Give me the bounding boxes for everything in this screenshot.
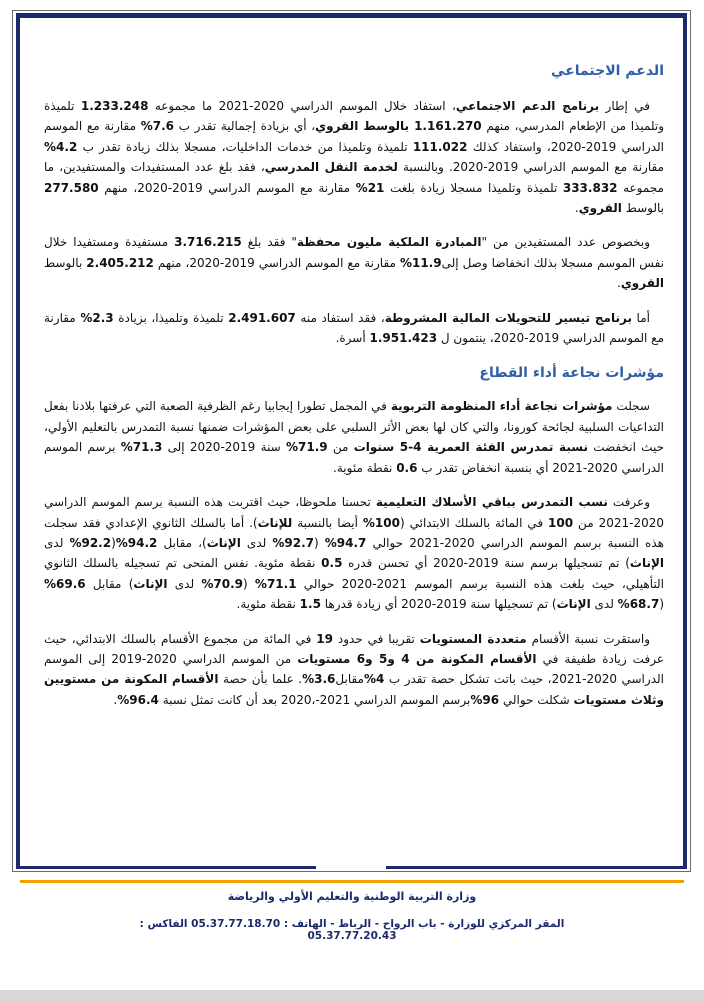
bold-text-run: 71.9% — [285, 440, 328, 455]
bold-text-run: 1.233.248 — [80, 99, 149, 113]
text-run: لدى — [590, 597, 618, 612]
text-run: ) مقابل — [85, 576, 134, 591]
bold-text-run: لخدمة النقل المدرسي — [264, 160, 398, 175]
bold-text-run: نسب التمدرس بباقي الأسلاك التعليمية — [375, 495, 608, 510]
bold-text-run: 19 — [316, 631, 333, 646]
text-run: مقارنة مع الموسم الدراسي 2019-2020، منهم — [98, 180, 356, 195]
bold-text-run: 0.5 — [321, 556, 343, 571]
text-run: ) تم تسجيلها برسم سنة 2019-2020 أي تحسن قدره — [342, 556, 630, 571]
bold-text-run: 96% — [470, 692, 500, 707]
bold-text-run: 68.7% — [617, 597, 660, 612]
text-run: ، استفاد خلال الموسم الدراسي 2020-2021 ما مجموعه — [148, 99, 456, 113]
text-run: " فقد بلغ — [241, 235, 297, 250]
text-run: تلميذة وتلميذا، بزيادة — [113, 310, 229, 325]
text-run: من — [327, 440, 354, 455]
footer-divider — [20, 880, 684, 883]
text-run: ) تم تسجيلها سنة 2019-2020 أي زيادة قدرها — [320, 597, 557, 612]
text-run: تحسنا ملحوظا، حيث اقتربت هذه النسبة برسم الموسم الدراسي 2020-2021 من — [44, 495, 664, 530]
bold-text-run: الإناث — [556, 597, 591, 612]
text-run: )، مقابل — [157, 535, 207, 550]
text-run: سجلت — [612, 399, 650, 414]
bold-text-run: المبادرة الملكية مليون محفظة — [296, 235, 482, 250]
bold-text-run: 1.161.270 بالوسط القروي — [315, 119, 482, 134]
border-bottom-rule-right — [386, 866, 687, 869]
bold-text-run: 71.3% — [120, 440, 163, 455]
bold-text-run: 111.022 — [412, 139, 468, 154]
bold-text-run: برنامج الدعم الاجتماعي — [455, 99, 600, 113]
text-run: مقارنة مع الموسم الدراسي 2019-2020، منهم — [153, 255, 400, 270]
bold-text-run: الإناث — [629, 556, 665, 571]
bold-text-run: 71.1% — [254, 576, 297, 591]
paragraph — [44, 492, 664, 614]
text-run: نقطة مئوية. نفس المنحى تم تسجيله بالسلك الثانوي التأهيلي، حيث بلغت هذه النسبة برسم الموسم 2021-2020 حوالي — [44, 556, 664, 591]
bold-text-run: الأقسام المكونة من 4 و5 و6 مستويات — [297, 651, 537, 666]
text-run: نقطة مئوية. — [236, 597, 300, 612]
text-run: في إطار — [599, 99, 651, 113]
text-run: برسم الموسم الدراسي 2021-،2020 بعد أن كانت تمثل نسبة — [158, 692, 471, 707]
text-run: مقابل — [335, 672, 364, 687]
text-run: في المجمل تطورا إيجابيا رغم الظرفية الصعبة التي عرفتها بلادنا بفعل التداعيات السلبية لجائحة كورونا، والتي كان لها بعض الأثر السلبي على بعض المؤشرات ضمنها نسبة التمدرس بالتعليم الأولي، حيث انخفضت — [44, 399, 664, 455]
text-run: سنة 2019-2020 إلى — [162, 440, 286, 455]
bold-text-run: 94.2% — [115, 535, 158, 550]
text-run: أما — [631, 310, 650, 325]
text-run: لدى — [240, 535, 273, 550]
bold-text-run: 333.832 — [562, 180, 618, 195]
footer-address: المقر المركزي للوزارة - باب الرواح - الرباط - الهاتف : 05.37.77.18.70 الفاكس : 05.37.77.20.43 — [139, 918, 565, 942]
text-run: شكلت حوالي — [499, 692, 574, 707]
text-run: وبخصوص عدد المستفيدين من " — [481, 235, 650, 250]
bold-text-run: مؤشرات نجاعة أداء المنظومة التربوية — [390, 399, 613, 414]
text-run: . — [616, 276, 621, 291]
text-run: . — [113, 692, 118, 707]
text-run: ( — [111, 535, 116, 550]
text-run: نقطة مئوية. — [333, 460, 397, 475]
bold-text-run: 96.4% — [117, 692, 159, 707]
border-left-rule — [16, 18, 20, 866]
text-run: تقريبا في حدود — [332, 631, 420, 646]
bold-text-run: 4.2% — [44, 139, 78, 154]
text-run: ، فقد استفاد منه — [295, 310, 385, 325]
text-run: لدى — [44, 535, 70, 550]
text-run: مقارنة مع الموسم الدراسي 2019-2020. وبالنسبة — [397, 160, 664, 175]
section-title-performance-indicators: مؤشرات نجاعة أداء القطاع — [479, 365, 664, 382]
text-run: برسم الموسم الدراسي 2020-2021 أي بنسبة انخفاض تقدر ب — [44, 440, 664, 475]
bold-text-run: الإناث — [133, 576, 168, 591]
paragraph — [44, 396, 664, 478]
text-run: تلميذة وتلميذا مسجلا زيادة بلغت — [384, 180, 563, 195]
text-run: واستقرت نسبة الأقسام — [526, 631, 650, 646]
bold-text-run: نسبة تمدرس الفئة العمرية 4-5 سنوات — [353, 440, 588, 455]
text-run: ( — [314, 535, 325, 550]
bold-text-run: 100% — [362, 515, 400, 530]
text-run: في المائة بالسلك الابتدائي ( — [399, 515, 549, 530]
text-run: مستفيدة ومستفيدا خلال نفس الموسم مسجلا بذلك انخفاضا وصل إلى — [44, 235, 664, 270]
bold-text-run: 3.716.215 — [174, 235, 242, 250]
border-bottom-rule-left — [16, 866, 316, 869]
bold-text-run: 92.2% — [69, 535, 112, 550]
bold-text-run: 1.5 — [299, 597, 321, 612]
text-run: ( — [659, 597, 664, 612]
footer-ministry-name: وزارة التربية الوطنية والتعليم الأولي والرياضة — [227, 890, 477, 903]
bold-text-run: القروي — [578, 201, 622, 216]
section-title-social-support: الدعم الاجتماعي — [551, 63, 664, 79]
text-run: مقارنة مع الموسم الدراسي 2019-2020، واستفاد كذلك — [44, 119, 664, 154]
text-run: مقارنة مع الموسم الدراسي 2019-2020، ينتمون ل — [44, 310, 664, 346]
bold-text-run: 4% — [364, 672, 385, 687]
text-run: ( — [242, 576, 255, 591]
text-run: . — [574, 201, 579, 216]
text-run: من الموسم الدراسي 2020-2019 إلى الموسم الدراسي 2020-2021، حيث باتت تشكل حصة تقدر ب — [44, 651, 664, 687]
bold-text-run: 0.6 — [396, 460, 418, 475]
text-run: وعرفت — [607, 495, 650, 510]
text-run: تلميذة وتلميذا من الإطعام المدرسي، منهم — [44, 99, 665, 134]
text-run: ، أي بزيادة إجمالية تقدر ب — [174, 119, 316, 134]
page-bottom-strip — [0, 990, 704, 1001]
text-run: أسرة. — [335, 331, 370, 346]
bold-text-run: 2.491.607 — [228, 310, 296, 325]
bold-text-run: 21% — [355, 180, 385, 195]
bold-text-run: 70.9% — [201, 576, 243, 591]
text-run: . علما بأن حصة — [218, 672, 303, 687]
text-run: أيضا بالنسبة — [292, 515, 363, 530]
bold-text-run: 3.6% — [302, 672, 336, 687]
bold-text-run: 277.580 — [44, 180, 99, 195]
text-run: في المائة من مجموع الأقسام بالسلك الابتدائي، حيث عرفت زيادة طفيفة في — [44, 631, 664, 666]
bold-text-run: 100 — [548, 515, 574, 530]
paragraph — [44, 629, 664, 711]
bold-text-run: 92.7% — [272, 535, 314, 550]
bold-text-run: 2.3% — [80, 310, 114, 325]
bold-text-run: الأقسام المكونة من مستويين وثلاث مستويات — [44, 672, 664, 707]
document-body — [44, 60, 664, 724]
bold-text-run: برنامج تيسير للتحويلات المالية المشروطة — [384, 310, 632, 325]
bold-text-run: 2.405.212 — [86, 255, 154, 270]
bold-text-run: 1.951.423 — [369, 331, 438, 346]
paragraph — [44, 96, 664, 218]
bold-text-run: 11.9% — [399, 255, 442, 270]
border-right-rule — [683, 18, 687, 866]
text-run: بالوسط — [621, 201, 664, 216]
border-top-rule — [16, 13, 687, 18]
text-run: ، فقد بلغ عدد المستفيدات والمستفيدين، ما مجموعه — [44, 160, 664, 195]
bold-text-run: للإناث — [257, 515, 293, 530]
paragraph — [44, 308, 664, 349]
bold-text-run: 94.7% — [324, 535, 367, 550]
bold-text-run: القروي — [620, 276, 664, 291]
text-run: بالوسط — [44, 255, 87, 270]
text-run: ). أما بالسلك الثانوي الإعدادي فقد سجلت هذه النسبة برسم الموسم الدراسي 2020-2021 حوالي — [44, 515, 664, 550]
bold-text-run: 7.6% — [140, 119, 175, 134]
bold-text-run: 69.6% — [44, 576, 86, 591]
text-run: تلميذة وتلميذا من خدمات الداخليات، مسجلا بذلك زيادة تقدر ب — [77, 139, 413, 154]
paragraph — [44, 232, 664, 293]
bold-text-run: الإناث — [206, 535, 241, 550]
text-run: لدى — [167, 576, 202, 591]
bold-text-run: متعددة المستويات — [419, 631, 527, 646]
